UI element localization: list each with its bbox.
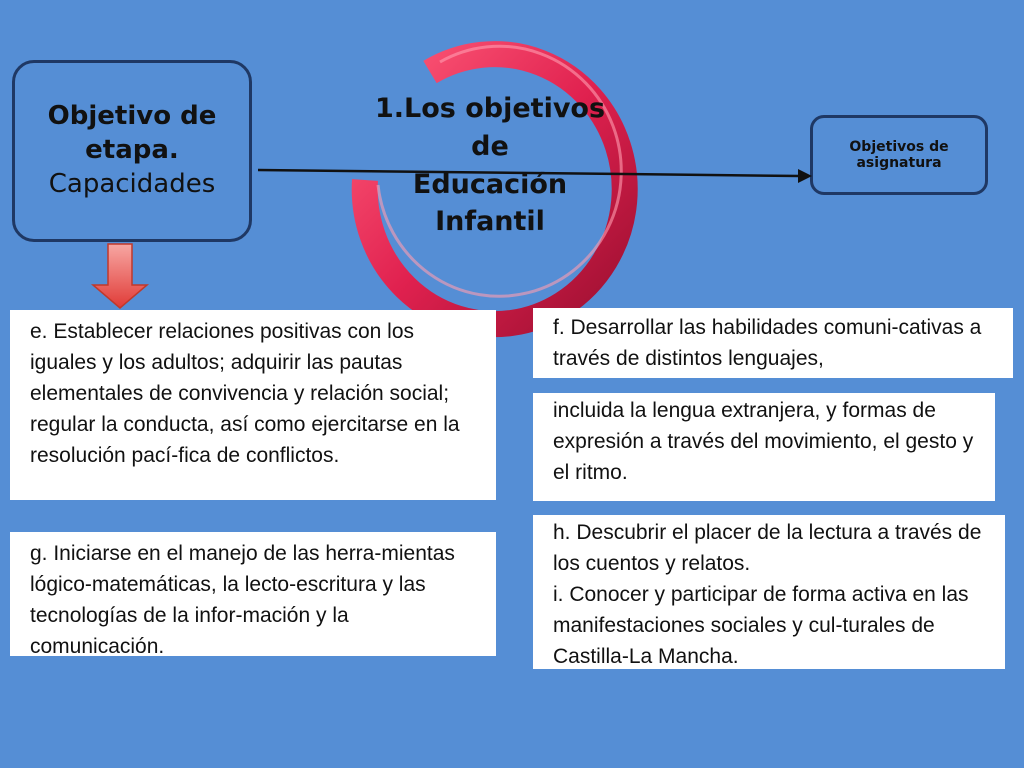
down-arrow [93,244,147,308]
objective-i-text: i. Conocer y participar de forma activa en las manifestaciones sociales y cul-turales de Castilla-La Mancha. [553,583,969,668]
objective-card-f-bottom [533,393,995,501]
subject-objectives-line1: Objetivos de [849,139,949,155]
slide-title-line1: 1.Los objetivos de [374,93,606,162]
objective-g-text: g. Iniciarse en el manejo de las herra-mientas lógico-matemáticas, la lecto-escritura y las tecnologías de la infor-mación y la comunicación. [30,542,455,656]
slide-title-line2: Educación Infantil [412,168,568,238]
connector-arrowhead [798,169,812,183]
objective-stage-line3: Capacidades [48,168,216,199]
objective-card-g [10,532,496,656]
objective-f-text-top: f. Desarrollar las habilidades comuni-cativas a través de distintos lenguajes, [553,316,982,370]
slide-title [355,90,625,241]
objective-h-text: h. Descubrir el placer de la lectura a través de los cuentos y relatos. [553,521,982,575]
objective-stage-line2: etapa. [85,135,179,166]
objective-card-h-i [533,515,1005,669]
objective-e-text: e. Establecer relaciones positivas con los iguales y los adultos; adquirir las pautas elementales de convivencia y relación social; regular la conducta, así como ejercitarse en la resolución pací-fica de conflictos. [30,320,460,467]
objective-stage-line1: Objetivo de [47,101,217,132]
objective-card-e [10,310,496,500]
objective-card-f-top [533,308,1013,378]
objective-f-text-bottom: incluida la lengua extranjera, y formas de expresión a través del movimiento, el gesto y el ritmo. [553,399,974,484]
subject-objectives-line2: asignatura [856,155,942,171]
